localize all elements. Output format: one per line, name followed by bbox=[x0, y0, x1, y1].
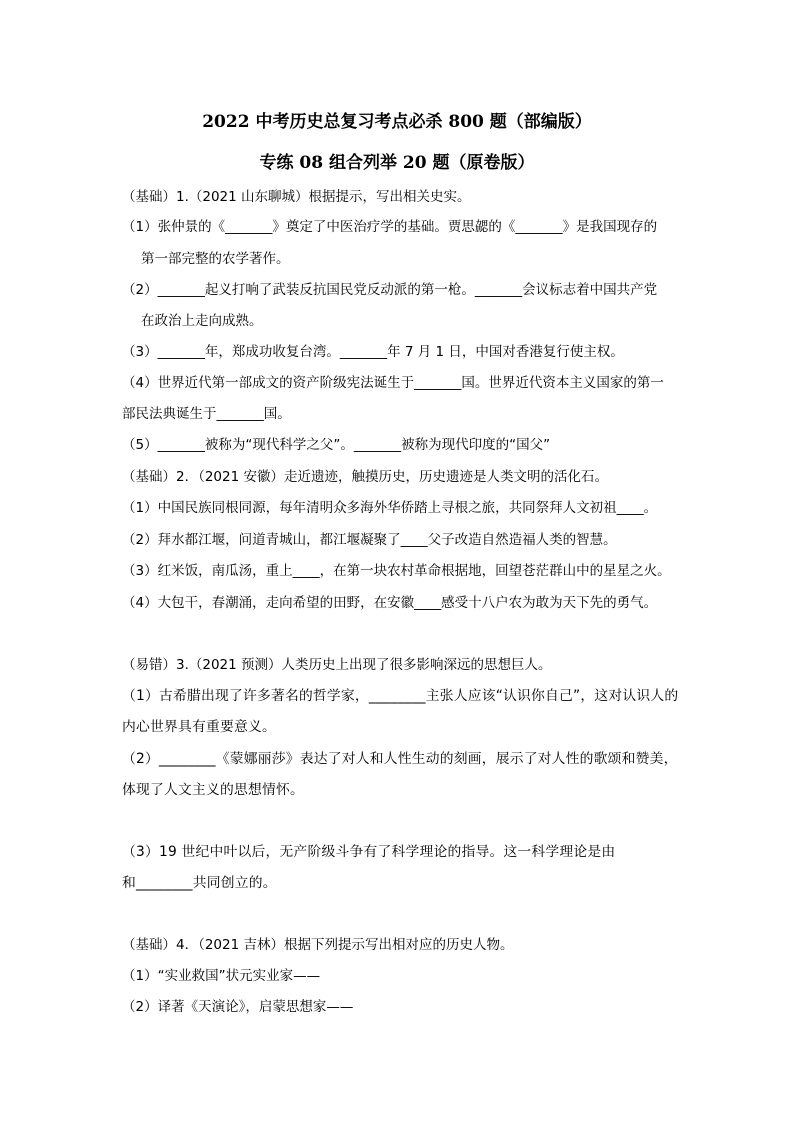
question-1-stem: （基础）1.（2021 山东聊城）根据提示，写出相关史实。 bbox=[122, 189, 471, 205]
question-2-line: （4）大包干，春潮涌，走向希望的田野，在安徽____感受十八户农为敢为天下先的勇气。 bbox=[122, 595, 658, 611]
question-3-line: （1）古希腊出现了许多著名的哲学家，________主张人应该“认识你自己”，这对认识人的 bbox=[122, 688, 679, 704]
question-1-line: （3）_______年，郑成功收复台湾。_______年 7 月 1 日，中国对香港复行使主权。 bbox=[122, 344, 624, 360]
document-subtitle: 专练 08 组合列举 20 题（原卷版） bbox=[259, 153, 535, 173]
question-2-stem: （基础）2．（2021 安徽）走近遗迹，触摸历史，历史遗迹是人类文明的活化石。 bbox=[122, 469, 608, 485]
question-4-stem: （基础）4．（2021 吉林）根据下列提示写出相对应的历史人物。 bbox=[122, 937, 514, 953]
document-title: 2022 中考历史总复习考点必杀 800 题（部编版） bbox=[202, 112, 592, 132]
question-2-line: （3）红米饭，南瓜汤，重上____，在第一块农村革命根据地，回望苍茫群山中的星星之火。 bbox=[122, 563, 671, 579]
question-3-line: 和________共同创立的。 bbox=[122, 875, 277, 891]
question-1-line: （4）世界近代第一部成文的资产阶级宪法诞生于_______国。世界近代资本主义国家的第一 bbox=[122, 375, 664, 391]
question-3-line: （2）________《蒙娜丽莎》表达了对人和人性生动的刻画，展示了对人性的歌颂和赞美， bbox=[122, 751, 678, 767]
question-3-line: （3）19 世纪中叶以后，无产阶级斗争有了科学理论的指导。这一科学理论是由 bbox=[122, 844, 616, 860]
question-1-line: 部民法典诞生于_______国。 bbox=[122, 406, 291, 422]
question-2-line: （2）拜水都江堰，问道青城山，都江堰凝聚了____父子改造自然造福人类的智慧。 bbox=[122, 532, 617, 548]
question-3-line: 内心世界具有重要意义。 bbox=[122, 719, 276, 735]
question-1-line: （1）张仲景的《_______》奠定了中医治疗学的基础。贾思勰的《_______》是我国现存的 bbox=[122, 219, 658, 235]
question-4-line: （2）译著《天演论》，启蒙思想家—— bbox=[122, 999, 354, 1015]
question-1-line: （5）_______被称为“现代科学之父”。_______被称为现代印度的“国父” bbox=[122, 437, 551, 453]
question-3-stem: （易错）3.（2021 预测）人类历史上出现了很多影响深远的思想巨人。 bbox=[122, 657, 552, 673]
question-1-line: （2）_______起义打响了武装反抗国民党反动派的第一枪。_______会议标志着中国共产党 bbox=[122, 282, 658, 298]
question-1-line: 第一部完整的农学著作。 bbox=[141, 251, 290, 267]
question-4-line: （1）“实业救国”状元实业家—— bbox=[122, 968, 321, 984]
question-3-line: 体现了人文主义的思想情怀。 bbox=[122, 782, 304, 798]
question-2-line: （1）中国民族同根同源，每年清明众多海外华侨踏上寻根之旅，共同祭拜人文初祖____。 bbox=[122, 500, 658, 516]
question-1-line: 在政治上走向成熟。 bbox=[141, 313, 263, 329]
